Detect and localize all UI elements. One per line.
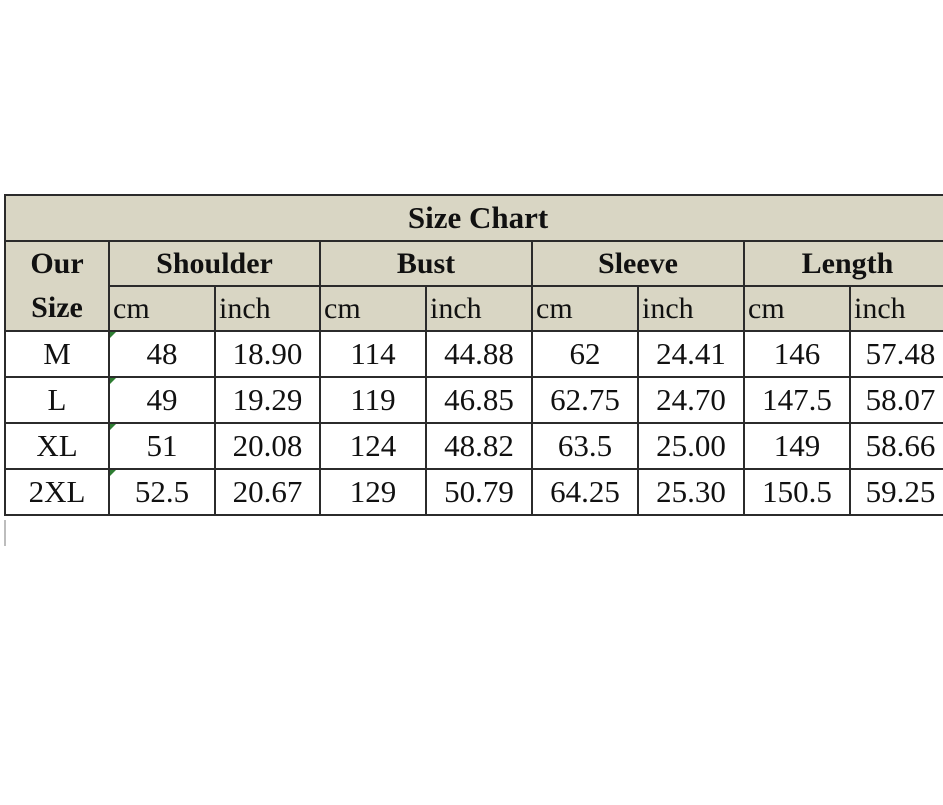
our-size-line-1: Our <box>30 247 84 280</box>
sleeve-cm-cell: 62.75 <box>532 377 638 423</box>
shoulder-inch-cell: 20.08 <box>215 423 320 469</box>
chart-title: Size Chart <box>5 195 943 241</box>
sleeve-inch-cell: 25.30 <box>638 469 744 515</box>
unit-cm: cm <box>744 286 850 331</box>
size-cell: 2XL <box>5 469 109 515</box>
unit-inch: inch <box>638 286 744 331</box>
table-row <box>5 377 943 423</box>
length-inch-cell: 58.66 <box>850 423 943 469</box>
sleeve-cm-cell: 63.5 <box>532 423 638 469</box>
shoulder-cm-cell: 52.5 <box>109 469 215 515</box>
unit-inch: inch <box>426 286 532 331</box>
unit-inch: inch <box>850 286 943 331</box>
grid-line-remnant <box>4 520 6 546</box>
group-header-length: Length <box>744 241 943 286</box>
length-cm-cell: 150.5 <box>744 469 850 515</box>
size-cell: M <box>5 331 109 377</box>
bust-cm-cell: 119 <box>320 377 426 423</box>
sleeve-cm-cell: 64.25 <box>532 469 638 515</box>
bust-inch-cell: 46.85 <box>426 377 532 423</box>
length-cm-cell: 146 <box>744 331 850 377</box>
bust-cm-cell: 114 <box>320 331 426 377</box>
sleeve-cm-cell: 62 <box>532 331 638 377</box>
shoulder-inch-cell: 18.90 <box>215 331 320 377</box>
bust-cm-cell: 129 <box>320 469 426 515</box>
shoulder-inch-cell: 20.67 <box>215 469 320 515</box>
bust-inch-cell: 48.82 <box>426 423 532 469</box>
unit-cm: cm <box>109 286 215 331</box>
shoulder-cm-cell: 48 <box>109 331 215 377</box>
length-inch-cell: 58.07 <box>850 377 943 423</box>
length-cm-cell: 149 <box>744 423 850 469</box>
group-header-bust: Bust <box>320 241 532 286</box>
shoulder-inch-cell: 19.29 <box>215 377 320 423</box>
size-chart-container <box>4 194 943 516</box>
bust-cm-cell: 124 <box>320 423 426 469</box>
unit-cm: cm <box>532 286 638 331</box>
group-header-shoulder: Shoulder <box>109 241 320 286</box>
sleeve-inch-cell: 25.00 <box>638 423 744 469</box>
shoulder-cm-cell: 51 <box>109 423 215 469</box>
our-size-line-2: Size <box>31 291 83 324</box>
size-chart-table <box>4 194 943 516</box>
bust-inch-cell: 44.88 <box>426 331 532 377</box>
size-cell: L <box>5 377 109 423</box>
table-row <box>5 423 943 469</box>
size-cell: XL <box>5 423 109 469</box>
group-header-sleeve: Sleeve <box>532 241 744 286</box>
unit-cm: cm <box>320 286 426 331</box>
length-inch-cell: 57.48 <box>850 331 943 377</box>
sleeve-inch-cell: 24.70 <box>638 377 744 423</box>
our-size-header <box>5 241 109 331</box>
sleeve-inch-cell: 24.41 <box>638 331 744 377</box>
unit-inch: inch <box>215 286 320 331</box>
table-row <box>5 331 943 377</box>
bust-inch-cell: 50.79 <box>426 469 532 515</box>
table-row <box>5 469 943 515</box>
shoulder-cm-cell: 49 <box>109 377 215 423</box>
length-cm-cell: 147.5 <box>744 377 850 423</box>
length-inch-cell: 59.25 <box>850 469 943 515</box>
